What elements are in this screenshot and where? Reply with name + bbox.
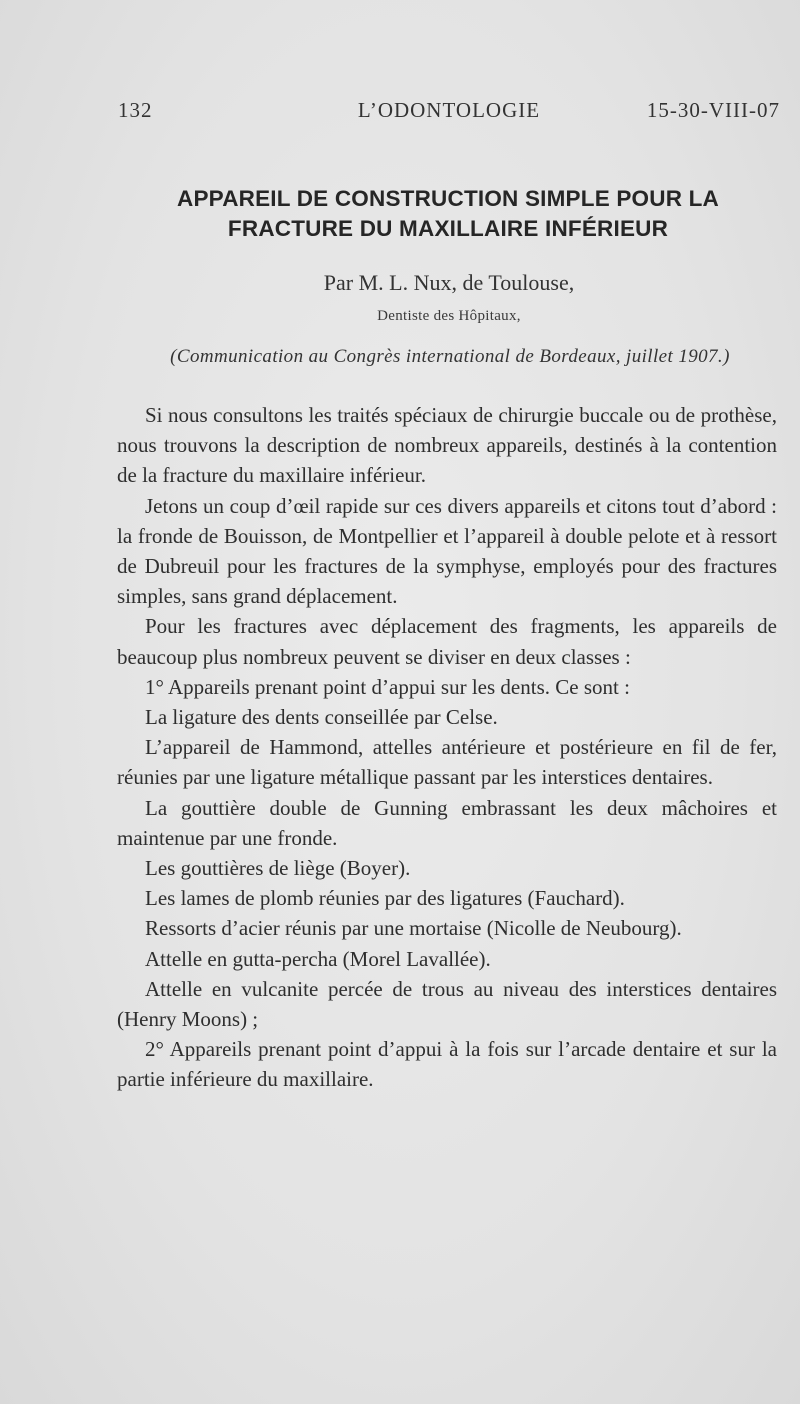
paragraph: Si nous consultons les traités spéciaux de chirurgie buccale ou de prothèse, nous trouvons la description de nombreux appareils, destinés à la contention de la fracture du maxillaire inférieur. bbox=[117, 403, 777, 488]
list-item: Les gouttières de liège (Boyer). bbox=[145, 856, 411, 881]
paragraph: Pour les fractures avec déplacement des fragments, les appareils de beaucoup plus nombreux peuvent se diviser en deux classes : bbox=[117, 614, 777, 669]
list-item: L’appareil de Hammond, attelles antérieure et postérieure en fil de fer, réunies par une ligature métallique passant par les interstices dentaires. bbox=[117, 735, 777, 790]
article-body bbox=[117, 400, 777, 1095]
author-affiliation: Dentiste des Hôpitaux, bbox=[377, 308, 521, 324]
list-item: La gouttière double de Gunning embrassant les deux mâchoires et maintenue par une fronde. bbox=[117, 795, 777, 850]
list-item: Attelle en vulcanite percée de trous au niveau des interstices dentaires (Henry Moons) ; bbox=[117, 976, 777, 1032]
page-number: 132 bbox=[118, 98, 153, 122]
issue-date: 15-30-VIII-07 bbox=[646, 98, 780, 122]
title-line-1: APPAREIL DE CONSTRUCTION SIMPLE POUR LA bbox=[177, 186, 719, 211]
running-head bbox=[118, 98, 780, 128]
paragraph: Jetons un coup d’œil rapide sur ces divers appareils et citons tout d’abord : la fronde de Bouisson, de Montpellier et l’appareil à double pelote et à ressort de Dubreuil pour les fractures de la symphyse, employés pour des fractures simples, sans grand déplacement. bbox=[117, 493, 777, 609]
title-line-2: FRACTURE DU MAXILLAIRE INFÉRIEUR bbox=[227, 216, 669, 241]
article-title bbox=[108, 184, 788, 244]
journal-name: L’ODONTOLOGIE bbox=[357, 98, 541, 122]
author-byline: Par M. L. Nux, de Toulouse, bbox=[323, 270, 575, 295]
list-item: Les lames de plomb réunies par des ligatures (Fauchard). bbox=[145, 886, 625, 911]
list-item: Attelle en gutta-percha (Morel Lavallée). bbox=[145, 946, 491, 971]
list-heading: 2° Appareils prenant point d’appui à la fois sur l’arcade dentaire et sur la partie inférieure du maxillaire. bbox=[117, 1037, 777, 1092]
list-item: La ligature des dents conseillée par Celse. bbox=[145, 705, 498, 730]
list-heading: 1° Appareils prenant point d’appui sur les dents. Ce sont : bbox=[145, 674, 630, 699]
list-item: Ressorts d’acier réunis par une mortaise (Nicolle de Neubourg). bbox=[145, 916, 682, 941]
communication-note: (Communication au Congrès international de Bordeaux, juillet 1907.) bbox=[170, 346, 730, 367]
